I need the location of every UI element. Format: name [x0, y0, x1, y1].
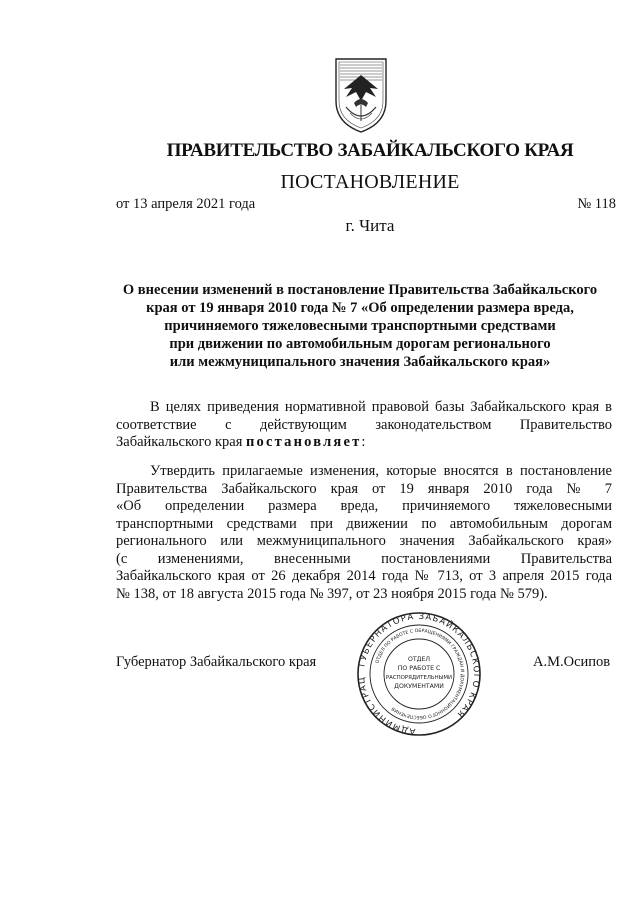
signer-name: А.М.Осипов	[533, 654, 611, 670]
paragraph-line: (с изменениями, внесенными постановлениями Правительства	[116, 550, 612, 567]
stamp-center-line: ПО РАБОТЕ С	[397, 665, 441, 672]
paragraph-line: соответствие с действующим законодательством Правительство	[116, 416, 612, 433]
government-title: ПРАВИТЕЛЬСТВО ЗАБАЙКАЛЬСКОГО КРАЯ	[166, 140, 574, 161]
document-city: г. Чита	[345, 216, 395, 235]
heading-line: края от 19 января 2010 года № 7 «Об определении размера вреда,	[146, 300, 574, 316]
coat-of-arms-icon	[330, 55, 392, 135]
paragraph-line: регионального или межмуниципального значения Забайкальского края»	[116, 533, 612, 549]
paragraph-line: В целях приведения нормативной правовой базы Забайкальского края в	[150, 399, 612, 415]
preamble-paragraph	[116, 399, 612, 452]
paragraph-text: Забайкальского края	[116, 434, 246, 450]
official-stamp	[356, 611, 482, 737]
document-heading	[100, 281, 620, 371]
stamp-outer-text: ГУБЕРНАТОРА ЗАБАЙКАЛЬСКОГО КРАЯ	[357, 611, 482, 720]
document-date: от 13 апреля 2021 года	[116, 196, 256, 212]
heading-line: при движении по автомобильным дорогам регионального	[169, 336, 551, 352]
paragraph-line: Забайкальского края от 26 декабря 2014 года № 713, от 3 апреля 2015 года	[116, 568, 612, 584]
stamp-outer-text-2: АДМИНИСТРАЦ	[356, 675, 416, 736]
paragraph-line: «Об определении размера вреда, причиняемого тяжеловесными	[116, 498, 612, 514]
heading-line: или межмуниципального значения Забайкальского края»	[169, 354, 551, 370]
stamp-center-line: ОТДЕЛ	[407, 656, 431, 663]
stamp-center-line: ДОКУМЕНТАМИ	[394, 683, 444, 690]
document-number: № 118	[577, 196, 616, 212]
paragraph-line: Утвердить прилагаемые изменения, которые вносятся в постановление	[150, 463, 612, 479]
resolves-keyword: постановляет	[246, 434, 362, 450]
resolution-paragraph	[116, 463, 612, 603]
paragraph-text: :	[361, 434, 366, 450]
signer-title: Губернатор Забайкальского края	[116, 654, 317, 670]
paragraph-line: Правительства Забайкальского края от 19 января 2010 года № 7	[116, 480, 612, 497]
stamp-center-line: РАСПОРЯДИТЕЛЬНЫМИ	[385, 675, 453, 681]
paragraph-line: транспортными средствами при движении по автомобильным дорогам	[116, 515, 612, 532]
paragraph-line: № 138, от 18 августа 2015 года № 397, от 23 ноября 2015 года № 579).	[116, 585, 548, 602]
heading-line: О внесении изменений в постановление Правительства Забайкальского	[122, 282, 598, 298]
stamp-inner-text: ОТДЕЛ ПО РАБОТЕ С ОБРАЩЕНИЯМИ ГРАЖДАН И ДОКУМЕНТАЦИОННОГО ОБЕСПЕЧЕНИЯ	[375, 628, 465, 720]
paragraph-line	[116, 434, 612, 452]
heading-line: причиняемого тяжеловесными транспортными средствами	[164, 318, 556, 334]
document-type: ПОСТАНОВЛЕНИЕ	[280, 171, 460, 193]
